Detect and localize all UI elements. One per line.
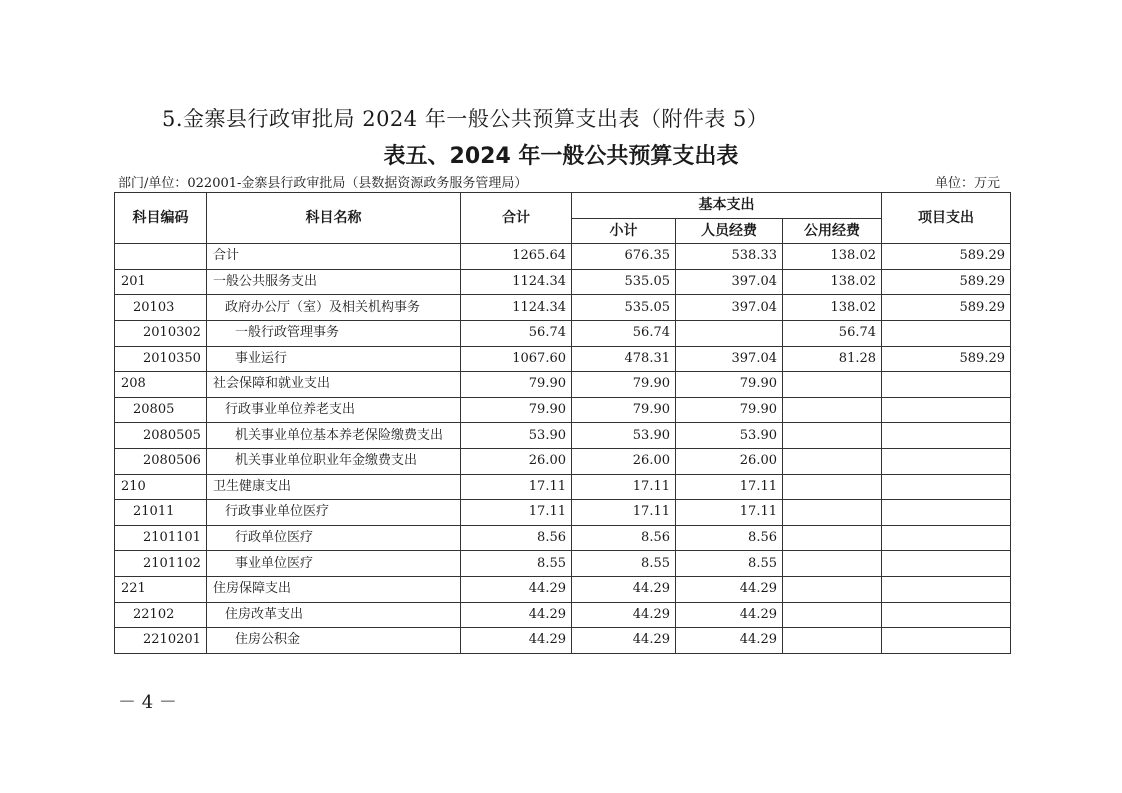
cell-code: 2210201 [115, 628, 207, 654]
cell-code: 201 [115, 269, 207, 295]
cell-public [783, 628, 882, 654]
cell-project: 589.29 [882, 269, 1011, 295]
cell-code: 2010350 [115, 346, 207, 372]
header-basic: 基本支出 [572, 193, 882, 219]
table-row [115, 448, 1011, 474]
cell-personnel: 397.04 [676, 269, 783, 295]
table-row [115, 602, 1011, 628]
cell-code: 22102 [115, 602, 207, 628]
cell-code: 20805 [115, 397, 207, 423]
cell-project [882, 628, 1011, 654]
cell-code [115, 244, 207, 270]
cell-personnel: 26.00 [676, 448, 783, 474]
cell-code: 2101101 [115, 525, 207, 551]
cell-public: 138.02 [783, 295, 882, 321]
header-total: 合计 [461, 193, 572, 244]
cell-public [783, 372, 882, 398]
cell-subtotal: 79.90 [572, 397, 676, 423]
cell-code: 20103 [115, 295, 207, 321]
cell-subtotal: 535.05 [572, 269, 676, 295]
cell-project: 589.29 [882, 244, 1011, 270]
cell-name: 政府办公厅（室）及相关机构事务 [207, 295, 461, 321]
cell-code: 210 [115, 474, 207, 500]
cell-public: 138.02 [783, 244, 882, 270]
table-row [115, 628, 1011, 654]
cell-project: 589.29 [882, 346, 1011, 372]
cell-name: 住房改革支出 [207, 602, 461, 628]
table-row [115, 269, 1011, 295]
cell-subtotal: 44.29 [572, 576, 676, 602]
cell-personnel: 44.29 [676, 576, 783, 602]
table-row [115, 551, 1011, 577]
table-row [115, 474, 1011, 500]
cell-subtotal: 79.90 [572, 372, 676, 398]
cell-name: 住房公积金 [207, 628, 461, 654]
cell-name: 行政单位医疗 [207, 525, 461, 551]
cell-public: 56.74 [783, 320, 882, 346]
cell-total: 53.90 [461, 423, 572, 449]
cell-name: 机关事业单位职业年金缴费支出 [207, 448, 461, 474]
table-row [115, 372, 1011, 398]
header-subtotal: 小计 [572, 218, 676, 244]
table-row [115, 320, 1011, 346]
cell-public [783, 551, 882, 577]
unit-label: 单位：万元 [935, 176, 1001, 191]
cell-public [783, 576, 882, 602]
table-row [115, 295, 1011, 321]
cell-public [783, 474, 882, 500]
cell-public [783, 423, 882, 449]
cell-code: 21011 [115, 500, 207, 526]
cell-subtotal: 26.00 [572, 448, 676, 474]
cell-total: 79.90 [461, 397, 572, 423]
cell-personnel: 44.29 [676, 628, 783, 654]
cell-subtotal: 17.11 [572, 500, 676, 526]
document-heading: 5.金寨县行政审批局 2024 年一般公共预算支出表（附件表 5） [162, 107, 769, 131]
cell-public [783, 448, 882, 474]
cell-personnel: 17.11 [676, 500, 783, 526]
table-row [115, 423, 1011, 449]
cell-subtotal: 53.90 [572, 423, 676, 449]
header-project: 项目支出 [882, 193, 1011, 244]
cell-total: 1265.64 [461, 244, 572, 270]
cell-code: 221 [115, 576, 207, 602]
table-row [115, 525, 1011, 551]
cell-personnel: 79.90 [676, 372, 783, 398]
cell-project [882, 500, 1011, 526]
cell-name: 行政事业单位医疗 [207, 500, 461, 526]
cell-project [882, 525, 1011, 551]
cell-public [783, 602, 882, 628]
cell-name: 住房保障支出 [207, 576, 461, 602]
cell-code: 2080506 [115, 448, 207, 474]
table-title: 表五、2024 年一般公共预算支出表 [383, 144, 739, 169]
cell-name: 一般公共服务支出 [207, 269, 461, 295]
cell-public: 81.28 [783, 346, 882, 372]
cell-name: 社会保障和就业支出 [207, 372, 461, 398]
cell-public [783, 397, 882, 423]
cell-total: 79.90 [461, 372, 572, 398]
cell-name: 卫生健康支出 [207, 474, 461, 500]
cell-public [783, 500, 882, 526]
table-row [115, 346, 1011, 372]
cell-total: 1067.60 [461, 346, 572, 372]
cell-name: 事业运行 [207, 346, 461, 372]
cell-personnel: 397.04 [676, 295, 783, 321]
cell-public: 138.02 [783, 269, 882, 295]
header-name: 科目名称 [207, 193, 461, 244]
cell-subtotal: 44.29 [572, 602, 676, 628]
cell-total: 44.29 [461, 576, 572, 602]
cell-total: 44.29 [461, 602, 572, 628]
header-public: 公用经费 [783, 218, 882, 244]
cell-personnel [676, 320, 783, 346]
table-row [115, 244, 1011, 270]
cell-total: 26.00 [461, 448, 572, 474]
cell-project [882, 576, 1011, 602]
cell-total: 17.11 [461, 500, 572, 526]
table-row [115, 397, 1011, 423]
cell-project [882, 372, 1011, 398]
cell-code: 208 [115, 372, 207, 398]
cell-project [882, 397, 1011, 423]
cell-subtotal: 478.31 [572, 346, 676, 372]
cell-total: 56.74 [461, 320, 572, 346]
cell-subtotal: 17.11 [572, 474, 676, 500]
cell-subtotal: 676.35 [572, 244, 676, 270]
header-personnel: 人员经费 [676, 218, 783, 244]
cell-personnel: 17.11 [676, 474, 783, 500]
table-body [115, 244, 1011, 654]
cell-personnel: 8.56 [676, 525, 783, 551]
cell-project: 589.29 [882, 295, 1011, 321]
cell-subtotal: 8.55 [572, 551, 676, 577]
cell-subtotal: 535.05 [572, 295, 676, 321]
cell-code: 2101102 [115, 551, 207, 577]
cell-code: 2010302 [115, 320, 207, 346]
department-label: 部门/单位：022001-金寨县行政审批局（县数据资源政务服务管理局） [118, 176, 528, 191]
cell-name: 合计 [207, 244, 461, 270]
cell-project [882, 474, 1011, 500]
cell-total: 1124.34 [461, 295, 572, 321]
cell-name: 行政事业单位养老支出 [207, 397, 461, 423]
cell-total: 8.56 [461, 525, 572, 551]
table-row [115, 500, 1011, 526]
cell-personnel: 53.90 [676, 423, 783, 449]
cell-personnel: 79.90 [676, 397, 783, 423]
cell-project [882, 423, 1011, 449]
budget-table [114, 192, 1011, 654]
cell-name: 事业单位医疗 [207, 551, 461, 577]
cell-subtotal: 8.56 [572, 525, 676, 551]
header-row-1 [115, 193, 1011, 219]
cell-project [882, 320, 1011, 346]
cell-project [882, 448, 1011, 474]
header-code: 科目编码 [115, 193, 207, 244]
cell-total: 44.29 [461, 628, 572, 654]
page-number: － 4 － [118, 692, 177, 713]
cell-personnel: 44.29 [676, 602, 783, 628]
cell-subtotal: 44.29 [572, 628, 676, 654]
cell-name: 一般行政管理事务 [207, 320, 461, 346]
cell-personnel: 397.04 [676, 346, 783, 372]
table-row [115, 576, 1011, 602]
cell-public [783, 525, 882, 551]
cell-subtotal: 56.74 [572, 320, 676, 346]
cell-total: 1124.34 [461, 269, 572, 295]
cell-personnel: 8.55 [676, 551, 783, 577]
cell-total: 17.11 [461, 474, 572, 500]
cell-code: 2080505 [115, 423, 207, 449]
cell-project [882, 602, 1011, 628]
cell-total: 8.55 [461, 551, 572, 577]
cell-project [882, 551, 1011, 577]
cell-personnel: 538.33 [676, 244, 783, 270]
cell-name: 机关事业单位基本养老保险缴费支出 [207, 423, 461, 449]
